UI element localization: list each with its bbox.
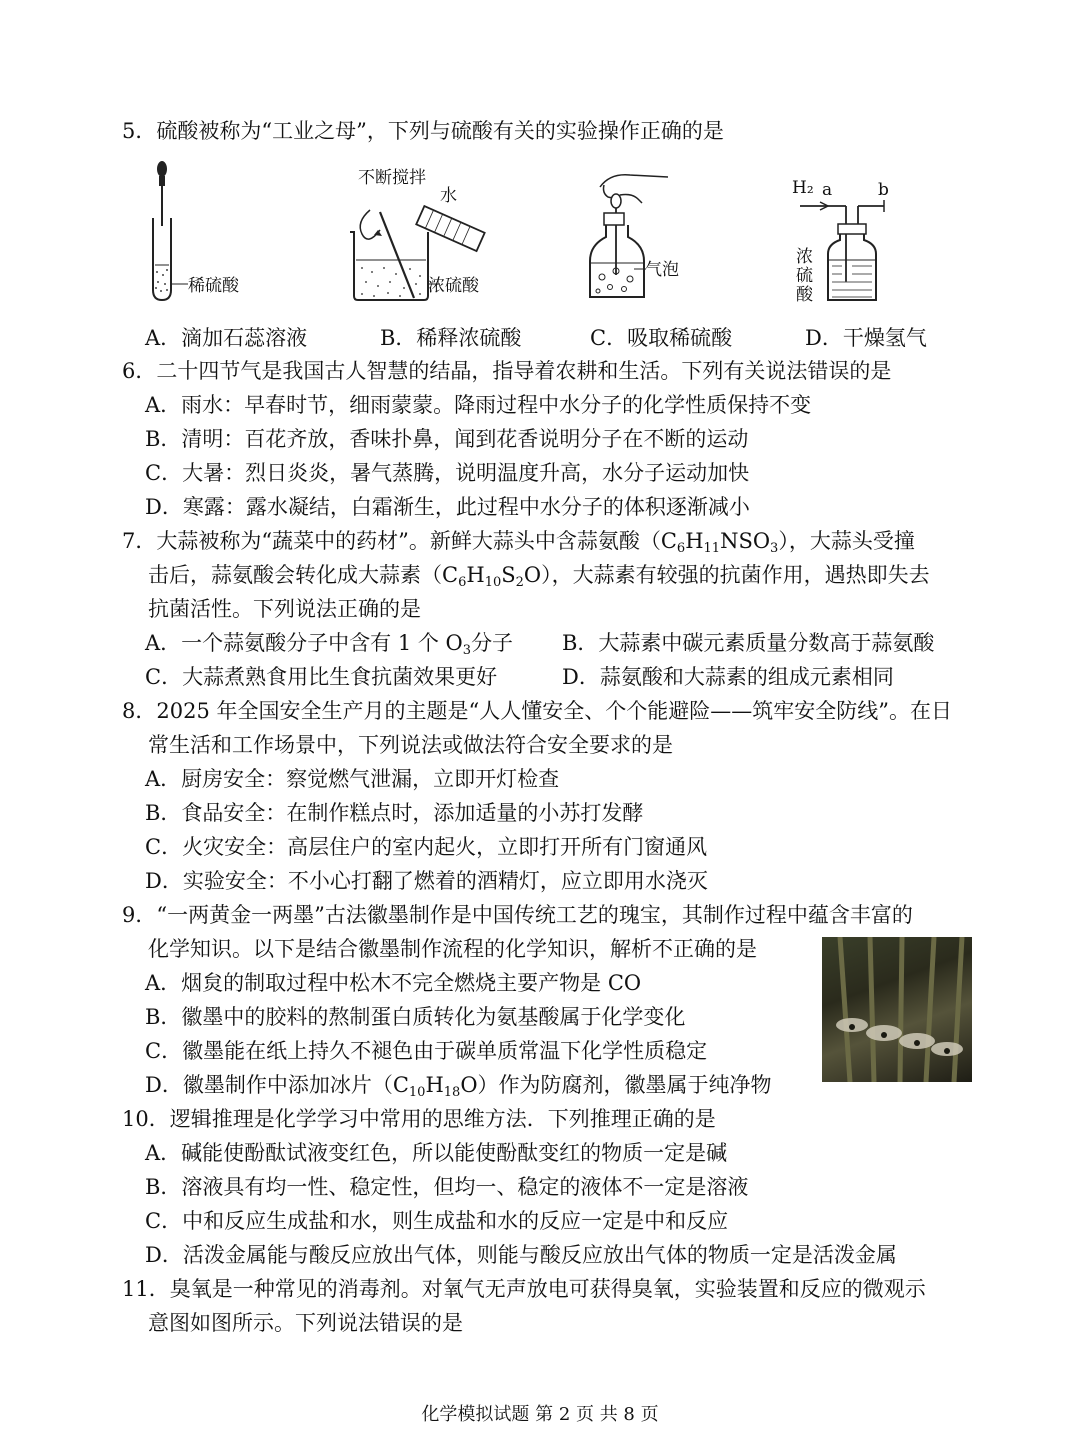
q7-option-d: D．蒜氨酸和大蒜素的组成元素相同	[562, 665, 894, 689]
q7-option-text: A．一个蒜氨酸分子中含有 1 个 O	[145, 631, 463, 655]
q8-option-a: A．厨房安全：察觉燃气泄漏，立即开灯检查	[145, 767, 560, 791]
q9-option-d	[145, 1070, 772, 1100]
q11-stem-line1: 11．臭氧是一种常见的消毒剂。对氧气无声放电可获得臭氧，实验装置和反应的微观示	[122, 1277, 926, 1301]
subscript: 10	[408, 1085, 426, 1100]
q9-option-c: C．徽墨能在纸上持久不褪色由于碳单质常温下化学性质稳定	[145, 1039, 708, 1063]
q10-option-d: D．活泼金属能与酸反应放出气体，则能与酸反应放出气体的物质一定是活泼金属	[145, 1243, 897, 1267]
fig-b-label: 浓硫酸	[428, 276, 479, 296]
fig-b-water-label: 水	[440, 186, 457, 206]
fig-d-b-label: b	[878, 180, 889, 200]
q10-option-c: C．中和反应生成盐和水，则生成盐和水的反应一定是中和反应	[145, 1209, 729, 1233]
q7-stem-line2	[148, 560, 930, 590]
q9-option-b: B．徽墨中的胶料的熬制蛋白质转化为氨基酸属于化学变化	[145, 1005, 686, 1029]
fig-a-label: 稀硫酸	[188, 276, 239, 296]
q5-option-b: B．稀释浓硫酸	[380, 326, 522, 350]
q5-option-c: C．吸取稀硫酸	[590, 326, 733, 350]
page-footer: 化学模拟试题 第 2 页 共 8 页	[421, 1404, 659, 1425]
q8-option-b: B．食品安全：在制作糕点时，添加适量的小苏打发酵	[145, 801, 644, 825]
q9-stem-line2: 化学知识。以下是结合徽墨制作流程的化学知识，解析不正确的是	[148, 937, 757, 961]
q8-stem-line1: 8．2025 年全国安全生产月的主题是“人人懂安全、个个能避险——筑牢安全防线”。在日	[122, 699, 952, 723]
subscript: 10	[484, 575, 502, 590]
subscript: 6	[458, 575, 467, 590]
q6-option-d: D．寒露：露水凝结，白霜渐生，此过程中水分子的体积逐渐减小	[145, 495, 750, 519]
q6-option-c: C．大暑：烈日炎炎，暑气蒸腾，说明温度升高，水分子运动加快	[145, 461, 750, 485]
q8-option-c: C．火灾安全：高层住户的室内起火，立即打开所有门窗通风	[145, 835, 708, 859]
subscript: 18	[443, 1085, 461, 1100]
q6-option-a: A．雨水：早春时节，细雨蒙蒙。降雨过程中水分子的化学性质保持不变	[145, 393, 812, 417]
q5-option-a: A．滴加石蕊溶液	[145, 326, 308, 350]
ink-making-photo	[822, 937, 972, 1082]
subscript: 2	[515, 575, 524, 590]
q7-text: S	[501, 563, 516, 587]
q7-option-c: C．大蒜煮熟食用比生食抗菌效果更好	[145, 665, 498, 689]
fig-d-a-label: a	[822, 180, 833, 200]
fig-d-h2-label: H₂	[792, 178, 814, 198]
subscript: 6	[676, 541, 686, 556]
q10-option-a: A．碱能使酚酞试液变红色，所以能使酚酞变红的物质一定是碱	[145, 1141, 728, 1165]
q6-option-b: B．清明：百花齐放，香味扑鼻，闻到花香说明分子在不断的运动	[145, 427, 749, 451]
q10-option-b: B．溶液具有均一性、稳定性，但均一、稳定的液体不一定是溶液	[145, 1175, 749, 1199]
q7-stem-line3: 抗菌活性。下列说法正确的是	[148, 597, 421, 621]
q9-option-text: D．徽墨制作中添加冰片（C	[145, 1073, 409, 1097]
q11-stem-line2: 意图如图所示。下列说法错误的是	[148, 1311, 463, 1335]
q9-option-text: H	[425, 1073, 444, 1097]
q7-option-text: 分子	[471, 631, 514, 655]
q7-option-a	[145, 628, 513, 658]
q8-option-d: D．实验安全：不小心打翻了燃着的酒精灯，应立即用水浇灭	[145, 869, 708, 893]
q7-text: H	[685, 529, 704, 553]
fig-c-label: 气泡	[645, 260, 679, 280]
q7-stem-line1	[122, 526, 915, 556]
fig-b-stir-label: 不断搅拌	[358, 168, 426, 188]
q7-text: NSO	[720, 529, 771, 553]
dropper-bottle-figure	[580, 165, 680, 305]
q5-option-d: D．干燥氢气	[805, 326, 927, 350]
q7-text: H	[466, 563, 485, 587]
q10-stem: 10．逻辑推理是化学学习中常用的思维方法．下列推理正确的是	[122, 1107, 716, 1131]
q7-text: 7．大蒜被称为“蔬菜中的药材”。新鲜大蒜头中含蒜氨酸（C	[122, 529, 677, 553]
q5-stem: 5．硫酸被称为“工业之母”，下列与硫酸有关的实验操作正确的是	[122, 119, 724, 143]
q9-option-a: A．烟炱的制取过程中松木不完全燃烧主要产物是 CO	[145, 971, 642, 995]
q9-stem-line1: 9．“一两黄金一两墨”古法徽墨制作是中国传统工艺的瑰宝，其制作过程中蕴含丰富的	[122, 903, 913, 927]
q6-stem: 6．二十四节气是我国古人智慧的结晶，指导着农耕和生活。下列有关说法错误的是	[122, 359, 892, 383]
subscript: 11	[703, 541, 721, 556]
fig-d-side-label: 浓硫酸	[796, 247, 813, 305]
subscript: 3	[462, 643, 472, 658]
q7-option-b: B．大蒜素中碳元素质量分数高于蒜氨酸	[562, 631, 935, 655]
q8-stem-line2: 常生活和工作场景中，下列说法或做法符合安全要求的是	[148, 733, 673, 757]
q7-text: O），大蒜素有较强的抗菌作用，遇热即失去	[523, 563, 930, 587]
q7-text: ），大蒜头受撞	[778, 529, 915, 553]
q7-text: 击后，蒜氨酸会转化成大蒜素（C	[148, 563, 459, 587]
q9-option-text: O）作为防腐剂，徽墨属于纯净物	[460, 1073, 772, 1097]
subscript: 3	[770, 541, 779, 556]
